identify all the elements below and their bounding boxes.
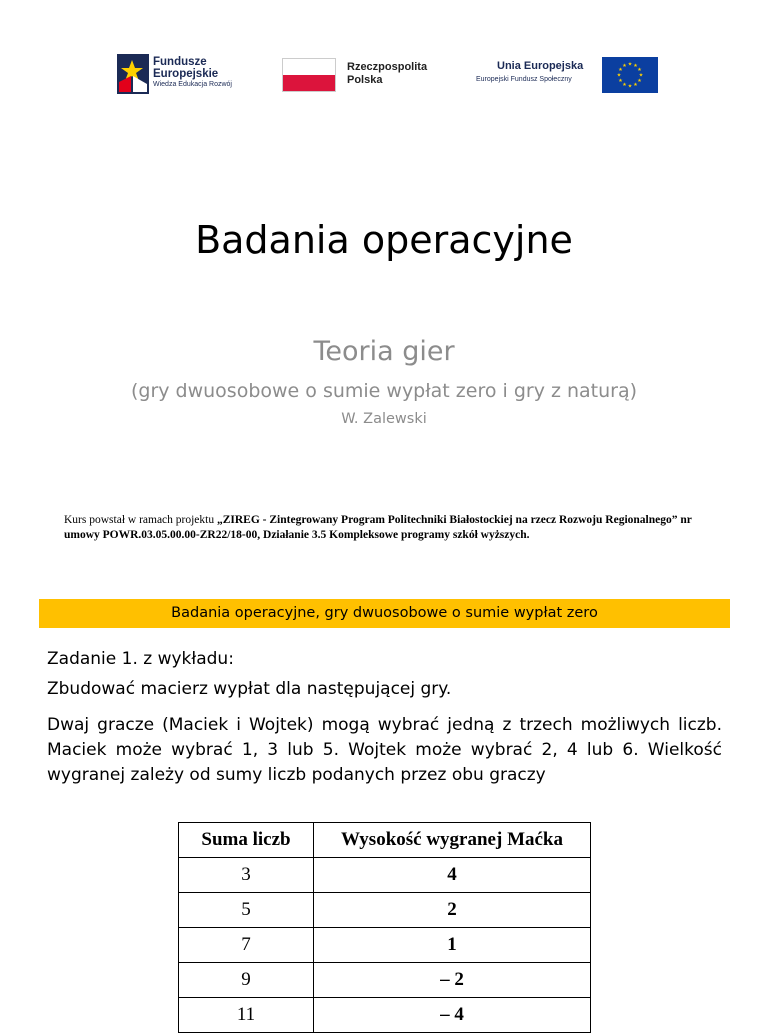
cell-win: – 2 xyxy=(314,963,591,998)
eu-star-icon: ★ xyxy=(633,82,638,89)
project-note xyxy=(64,513,714,543)
ue-title: Unia Europejska xyxy=(497,60,584,72)
task-description: Dwaj gracze (Maciek i Wojtek) mogą wybrać jedną z trzech możliwych liczb. Maciek może wybrać 1, 3 lub 5. Wojtek może wybrać 2, 4 lub 6. Wielkość wygranej zależy od sumy liczb podanych przez obu graczy xyxy=(47,715,722,785)
eu-star-icon: ★ xyxy=(627,83,633,90)
cell-sum: 11 xyxy=(179,998,314,1033)
eu-star-icon: ★ xyxy=(627,61,633,68)
project-details: „ZIREG - Zintegrowany Program Politechniki Białostockiej na rzecz Rozwoju Regionalnego” nr umowy POWR.03.05.00.00-ZR22/18-00, Działanie 3.5 Kompleksowe programy szkół wyższych. xyxy=(64,514,692,541)
header-win: Wysokość wygranej Maćka xyxy=(314,823,591,858)
cell-win: 4 xyxy=(314,858,591,893)
author: W. Zalewski xyxy=(341,411,427,427)
eu-star-icon: ★ xyxy=(618,78,623,84)
header-sum: Suma liczb xyxy=(179,823,314,858)
table-header-row xyxy=(179,823,591,858)
fundusze-subtitle: Wiedza Edukacja Rozwój xyxy=(153,81,232,88)
subtitle: Teoria gier xyxy=(313,336,455,367)
cell-sum: 3 xyxy=(179,858,314,893)
eu-star-icon: ★ xyxy=(622,62,627,69)
eu-star-icon: ★ xyxy=(622,82,627,89)
cell-win: 2 xyxy=(314,893,591,928)
eu-flag-icon xyxy=(602,57,658,93)
rzeczpospolita-logo-text xyxy=(347,61,427,87)
payoff-table xyxy=(178,822,591,1033)
cell-sum: 9 xyxy=(179,963,314,998)
table-row xyxy=(179,928,591,963)
eu-star-icon: ★ xyxy=(638,72,644,79)
cell-win: – 4 xyxy=(314,998,591,1033)
table-row xyxy=(179,998,591,1033)
task-heading: Zadanie 1. z wykładu: xyxy=(47,649,234,669)
task-instruction: Zbudować macierz wypłat dla następującej gry. xyxy=(47,679,452,699)
fundusze-europejskie-logo xyxy=(105,48,275,104)
eu-star-icon: ★ xyxy=(616,72,622,79)
project-prefix: Kurs powstał w ramach projektu xyxy=(64,514,217,526)
table-row xyxy=(179,893,591,928)
rp-line2: Polska xyxy=(347,74,383,86)
fundusze-star-icon xyxy=(117,54,149,94)
section-banner: Badania operacyjne, gry dwuosobowe o sumie wypłat zero xyxy=(39,599,730,628)
table-row xyxy=(179,858,591,893)
fundusze-line2: Europejskie xyxy=(153,68,219,80)
logo-bar xyxy=(105,48,665,104)
ue-subtitle: Europejski Fundusz Społeczny xyxy=(476,76,572,83)
rp-line1: Rzeczpospolita xyxy=(347,61,428,73)
eu-star-icon: ★ xyxy=(637,67,642,73)
eu-star-icon: ★ xyxy=(633,62,638,69)
poland-flag-icon xyxy=(282,58,336,92)
cell-win: 1 xyxy=(314,928,591,963)
subtitle-detail: (gry dwuosobowe o sumie wypłat zero i gry z naturą) xyxy=(130,380,638,402)
eu-star-icon: ★ xyxy=(618,67,623,73)
table-row xyxy=(179,963,591,998)
cell-sum: 7 xyxy=(179,928,314,963)
eu-star-icon: ★ xyxy=(637,78,642,84)
fundusze-line1: Fundusze xyxy=(153,56,207,68)
fundusze-title xyxy=(153,56,218,80)
cell-sum: 5 xyxy=(179,893,314,928)
page-title: Badania operacyjne xyxy=(195,218,573,262)
